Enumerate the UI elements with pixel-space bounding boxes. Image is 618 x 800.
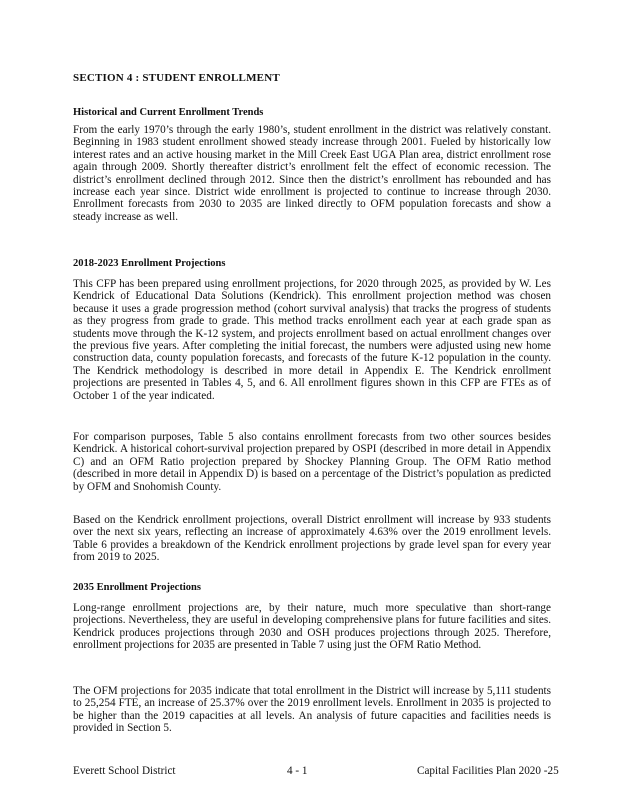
paragraph-ofm-2035: The OFM projections for 2035 indicate that total enrollment in the District will increase by 5,111 students to 25,254 FTE, an increase of 25.37% over the 2019 enrollment levels. Enrollment in 2035 is projected to be higher than the 2019 capacities at all levels. An analysis of future capacities and facilities needs is provided in Section 5.	[73, 685, 551, 735]
heading-enrollment-projections: 2018-2023 Enrollment Projections	[73, 258, 226, 269]
footer-district-name: Everett School District	[73, 765, 176, 777]
heading-historical-enrollment: Historical and Current Enrollment Trends	[73, 107, 264, 118]
footer-plan-title: Capital Facilities Plan 2020 -25	[417, 765, 559, 777]
section-title: SECTION 4 : STUDENT ENROLLMENT	[73, 72, 280, 84]
heading-2035-projections: 2035 Enrollment Projections	[73, 582, 201, 593]
paragraph-projection-method: This CFP has been prepared using enrollment projections, for 2020 through 2025, as provided by W. Les Kendrick of Educational Data Solutions (Kendrick). This enrollment projection method was chosen because it uses a grade progression method (cohort survival analysis) that tracks the progress of students as they progress from grade to grade. This method tracks enrollment each year at each grade span as students move through the K-12 system, and projects enrollment based on actual enrollment changes over the previous five years. After completing the initial forecast, the numbers were adjusted using new home construction data, county population forecasts, and forecasts of the future K-12 population in the county. The Kendrick methodology is described in more detail in Appendix E. The Kendrick enrollment projections are presented in Tables 4, 5, and 6. All enrollment figures shown in this CFP are FTEs as of October 1 of the year indicated.	[73, 278, 551, 402]
paragraph-comparison-sources: For comparison purposes, Table 5 also contains enrollment forecasts from two other sources besides Kendrick. A historical cohort-survival projection prepared by OSPI (described in more detail in Appendix C) and an OFM Ratio projection prepared by Shockey Planning Group. The OFM Ratio method (described in more detail in Appendix D) is based on a percentage of the District’s population as predicted by OFM and Snohomish County.	[73, 431, 551, 493]
footer-page-number: 4 - 1	[287, 765, 308, 777]
paragraph-historical-enrollment: From the early 1970’s through the early 1980’s, student enrollment in the district was relatively constant. Beginning in 1983 student enrollment showed steady increase through 2001. Fueled by historically low interest rates and an active housing market in the Mill Creek East UGA Plan area, district enrollment rose again through 2009. Shortly thereafter district’s enrollment felt the effect of economic recession. The district’s enrollment declined through 2012. Since then the district’s enrollment has rebounded and has increase each year since. District wide enrollment is projected to continue to increase through 2030. Enrollment forecasts from 2030 to 2035 are linked directly to OFM population forecasts and show a steady increase as well.	[73, 124, 551, 223]
paragraph-kendrick-summary: Based on the Kendrick enrollment projections, overall District enrollment will increase by 933 students over the next six years, reflecting an increase of approximately 4.63% over the 2019 enrollment levels. Table 6 provides a breakdown of the Kendrick enrollment projections by grade level span for every year from 2019 to 2025.	[73, 514, 551, 564]
paragraph-long-range: Long-range enrollment projections are, by their nature, much more speculative than short-range projections. Nevertheless, they are useful in developing comprehensive plans for future facilities and sites. Kendrick produces projections through 2030 and OSH produces projections through 2025. Therefore, enrollment projections for 2035 are presented in Table 7 using just the OFM Ratio Method.	[73, 602, 551, 652]
